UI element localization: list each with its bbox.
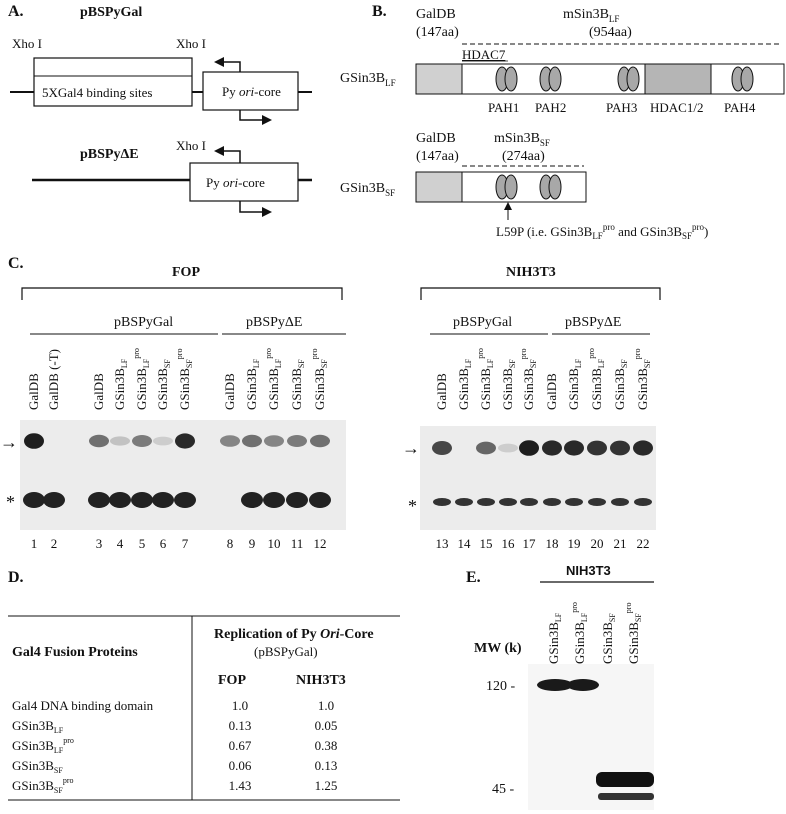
mw-marker-45: 45 - bbox=[492, 782, 515, 797]
construct-pbspygal-name: pBSPyGal bbox=[80, 5, 143, 20]
panel-c-label: C. bbox=[8, 255, 24, 272]
domain-label-hdac12: HDAC1/2 bbox=[650, 100, 704, 115]
galdb-aa-2: (147aa) bbox=[416, 149, 459, 164]
nih-arrow-marker: → bbox=[402, 438, 420, 458]
table-row-name-3: $GSin3B_{LF}^{pro}$ bbox=[12, 736, 74, 755]
panel-c bbox=[0, 255, 660, 551]
fop-bottom-band-11 bbox=[286, 492, 308, 508]
xho-right-label: Xho I bbox=[176, 36, 206, 51]
pah2-domain bbox=[540, 67, 561, 91]
panel-b bbox=[340, 3, 784, 241]
panel-a bbox=[8, 3, 312, 217]
right-arrow-stem-2 bbox=[240, 201, 262, 212]
fop-lane-label-10: $GSin3B_{LF}^{pro}$ bbox=[264, 348, 283, 410]
fop-lane-number-5: 5 bbox=[138, 536, 146, 551]
fop-bottom-band-3 bbox=[88, 492, 110, 508]
fop-lane-number-2: 2 bbox=[50, 536, 58, 551]
table-fop-value-5: 1.43 bbox=[228, 778, 252, 793]
mw-label: MW (k) bbox=[474, 641, 522, 656]
fop-bottom-band-1 bbox=[23, 492, 45, 508]
fop-lane-label-2: GalDB (-T) bbox=[46, 348, 61, 410]
fop-lane-number-8: 8 bbox=[226, 536, 234, 551]
fop-top-band-5 bbox=[132, 435, 152, 447]
fop-bottom-band-4 bbox=[109, 492, 131, 508]
nih-bottom-band-18 bbox=[543, 498, 561, 506]
nih-top-band-13 bbox=[432, 441, 452, 455]
mw-marker-120: 120 - bbox=[486, 679, 516, 694]
fop-lane-label-12: $GSin3B_{SF}^{pro}$ bbox=[310, 348, 329, 410]
fop-top-band-3 bbox=[89, 435, 109, 447]
nih-lane-number-16: 16 bbox=[501, 536, 515, 551]
hdac7-label: HDAC7 bbox=[462, 47, 506, 62]
fop-lane-label-11: $GSin3B_{SF}$ bbox=[289, 359, 306, 410]
nih-top-band-22 bbox=[633, 440, 653, 455]
mSin3B-sf-title: $mSin3B_{SF}$ bbox=[494, 131, 550, 148]
fop-lane-number-6: 6 bbox=[159, 536, 167, 551]
fop-lane-label-3: GalDB bbox=[91, 373, 106, 410]
fop-top-band-8 bbox=[220, 435, 240, 447]
table-nih-value-4: 0.13 bbox=[314, 758, 338, 773]
nih-bottom-band-22 bbox=[634, 498, 652, 506]
western-band-sf-main bbox=[596, 772, 654, 787]
table-col1-header: Gal4 Fusion Proteins bbox=[12, 645, 138, 660]
nih-lane-label-22: $GSin3B_{SF}^{pro}$ bbox=[633, 348, 652, 410]
mSin3B-lf-title: $mSin3B_{LF}$ bbox=[563, 7, 620, 24]
western-lane-label-1: $GSin3B_{LF}$ bbox=[546, 612, 563, 664]
fop-top-band-9 bbox=[242, 435, 262, 447]
nih-lane-number-14: 14 bbox=[457, 536, 471, 551]
fop-star-marker: * bbox=[6, 492, 15, 512]
table-nih-value-2: 0.05 bbox=[314, 718, 338, 733]
fop-lane-label-7: $GSin3B_{SF}^{pro}$ bbox=[175, 348, 194, 410]
nih-lane-number-18: 18 bbox=[545, 536, 559, 551]
fop-top-band-6 bbox=[153, 437, 173, 446]
nih-lane-label-21: $GSin3B_{SF}$ bbox=[612, 359, 629, 410]
fop-top-band-10 bbox=[264, 435, 284, 447]
galdb-segment-lf bbox=[416, 64, 462, 94]
fop-bottom-band-2 bbox=[43, 492, 65, 508]
right-arrow-stem-1 bbox=[240, 110, 262, 120]
mSin3B-sf-aa: (274aa) bbox=[502, 149, 545, 164]
galdb-segment-sf bbox=[416, 172, 462, 202]
table-row-name-1: Gal4 DNA binding domain bbox=[12, 698, 154, 713]
table-header-nih3t3: NIH3T3 bbox=[296, 673, 346, 688]
nih-bottom-band-21 bbox=[611, 498, 629, 506]
nih3t3-title: NIH3T3 bbox=[506, 265, 556, 280]
nih-lane-number-17: 17 bbox=[522, 536, 536, 551]
nih-bottom-band-19 bbox=[565, 498, 583, 506]
left-arrow-stem-2 bbox=[222, 151, 240, 163]
fop-lane-number-7: 7 bbox=[181, 536, 189, 551]
py-ori-core-label-1: Py ori-core bbox=[222, 84, 281, 99]
nih-lane-number-19: 19 bbox=[567, 536, 581, 551]
table-col2-header: Replication of Py Ori-Core bbox=[214, 627, 374, 642]
fop-lane-label-9: $GSin3B_{LF}$ bbox=[244, 358, 261, 410]
nih-lane-label-17: $GSin3B_{SF}^{pro}$ bbox=[519, 348, 538, 410]
nih-lane-label-19: $GSin3B_{LF}$ bbox=[566, 358, 583, 410]
table-header-fop: FOP bbox=[218, 673, 246, 688]
nih-top-band-17 bbox=[519, 440, 539, 456]
domain-label-pah2: PAH2 bbox=[535, 100, 567, 115]
nih-lane-label-14: $GSin3B_{LF}$ bbox=[456, 358, 473, 410]
construct-pbspyde-name: pBSPyΔE bbox=[80, 147, 139, 162]
fop-top-band-7 bbox=[175, 433, 195, 448]
domain-label-pah1: PAH1 bbox=[488, 100, 520, 115]
mutation-arrow-head bbox=[504, 202, 512, 210]
western-band-sf-lower bbox=[598, 793, 654, 800]
xho-label-2: Xho I bbox=[176, 138, 206, 153]
fop-bottom-band-5 bbox=[131, 492, 153, 508]
left-arrow-stem-1 bbox=[222, 62, 240, 72]
table-nih-value-1: 1.0 bbox=[317, 698, 335, 713]
pah4-domain bbox=[732, 67, 753, 91]
nih-lane-number-20: 20 bbox=[590, 536, 604, 551]
galdb-label-2: GalDB bbox=[416, 131, 456, 146]
table-fop-value-3: 0.67 bbox=[228, 738, 252, 753]
pah1-domain bbox=[496, 67, 517, 91]
fop-lane-number-1: 1 bbox=[30, 536, 38, 551]
table-nih-value-3: 0.38 bbox=[314, 738, 338, 753]
nih-group-pbspygal: pBSPyGal bbox=[453, 315, 513, 330]
nih-top-band-16 bbox=[498, 444, 518, 453]
nih-star-marker: * bbox=[408, 496, 417, 516]
panel-e-label: E. bbox=[466, 569, 481, 586]
nih-lane-label-16: $GSin3B_{SF}$ bbox=[500, 359, 517, 410]
western-band-lane2 bbox=[567, 679, 599, 691]
fop-lane-label-4: $GSin3B_{LF}$ bbox=[112, 358, 129, 410]
gsin3b-sf-row-name: $GSin3B_{SF}$ bbox=[340, 181, 396, 198]
nih-lane-labels bbox=[434, 348, 652, 410]
table-nih-value-5: 1.25 bbox=[314, 778, 338, 793]
nih-bottom-band-16 bbox=[499, 498, 517, 506]
fop-bottom-band-12 bbox=[309, 492, 331, 508]
nih3t3-lane-numbers bbox=[436, 536, 650, 551]
western-lane-label-2: $GSin3B_{LF}^{pro}$ bbox=[570, 602, 589, 664]
table-row-name-2: $GSin3B_{LF}$ bbox=[12, 718, 64, 735]
right-arrow-head-2 bbox=[262, 207, 272, 217]
fop-lane-number-12: 12 bbox=[313, 536, 327, 551]
table-row-name-4: $GSin3B_{SF}$ bbox=[12, 758, 63, 775]
western-lane-labels bbox=[546, 602, 643, 664]
nih-top-band-19 bbox=[564, 440, 584, 455]
nih-lane-number-13: 13 bbox=[435, 536, 449, 551]
xho-left-label: Xho I bbox=[12, 36, 42, 51]
nih-lane-label-20: $GSin3B_{LF}^{pro}$ bbox=[587, 348, 606, 410]
panel-e-title: NIH3T3 bbox=[566, 563, 611, 578]
nih-top-band-21 bbox=[610, 441, 630, 456]
nih-top-band-15 bbox=[476, 442, 496, 455]
nih-lane-label-15: $GSin3B_{LF}^{pro}$ bbox=[476, 348, 495, 410]
nih-top-band-20 bbox=[587, 441, 607, 456]
table-row-name-5: $GSin3B_{SF}^{pro}$ bbox=[12, 776, 74, 795]
table-rows bbox=[12, 698, 337, 795]
nih3t3-bracket bbox=[421, 288, 660, 300]
pah2-domain-sf bbox=[540, 175, 561, 199]
nih-bottom-band-13 bbox=[433, 498, 451, 506]
fop-lane-label-6: $GSin3B_{SF}$ bbox=[155, 359, 172, 410]
nih-lane-number-22: 22 bbox=[636, 536, 650, 551]
fop-bottom-band-10 bbox=[263, 492, 285, 508]
panel-d bbox=[8, 569, 400, 800]
galdb-label-1: GalDB bbox=[416, 7, 456, 22]
panel-b-label: B. bbox=[372, 3, 387, 20]
nih-lane-label-13: GalDB bbox=[434, 373, 449, 410]
domain-label-pah4: PAH4 bbox=[724, 100, 756, 115]
table-fop-value-2: 0.13 bbox=[228, 718, 252, 733]
right-arrow-head-1 bbox=[262, 115, 272, 125]
fop-lane-numbers bbox=[31, 536, 327, 551]
fop-top-band-11 bbox=[287, 435, 307, 447]
py-ori-core-label-2: Py ori-core bbox=[206, 175, 265, 190]
mSin3B-lf-aa: (954aa) bbox=[589, 25, 632, 40]
nih-lane-label-18: GalDB bbox=[544, 373, 559, 410]
fop-lane-number-10: 10 bbox=[267, 536, 281, 551]
fop-bottom-band-7 bbox=[174, 492, 196, 508]
nih-top-band-18 bbox=[542, 440, 562, 455]
fop-lane-number-9: 9 bbox=[248, 536, 256, 551]
fop-top-band-1 bbox=[24, 433, 44, 449]
left-arrow-head-1 bbox=[214, 57, 224, 67]
nih-bottom-band-15 bbox=[477, 498, 495, 506]
fop-lane-label-8: GalDB bbox=[222, 373, 237, 410]
fop-bracket bbox=[22, 288, 342, 300]
fop-group-pbspygal: pBSPyGal bbox=[114, 315, 174, 330]
nih-lane-number-21: 21 bbox=[613, 536, 627, 551]
fop-title: FOP bbox=[172, 265, 200, 280]
panel-d-label: D. bbox=[8, 569, 24, 586]
panel-a-label: A. bbox=[8, 3, 24, 20]
fop-top-band-4 bbox=[110, 436, 130, 445]
western-lane-label-3: $GSin3B_{SF}$ bbox=[600, 613, 617, 664]
fop-group-pbspyde: pBSPyΔE bbox=[246, 315, 303, 330]
fop-lane-number-3: 3 bbox=[95, 536, 103, 551]
fop-lane-number-4: 4 bbox=[116, 536, 124, 551]
nih-bottom-band-20 bbox=[588, 498, 606, 506]
nih-lane-number-15: 15 bbox=[479, 536, 493, 551]
fop-lane-label-5: $GSin3B_{LF}^{pro}$ bbox=[132, 348, 151, 410]
table-col2-subheader: (pBSPyGal) bbox=[254, 644, 318, 659]
fop-lane-number-11: 11 bbox=[290, 536, 304, 551]
galdb-aa-1: (147aa) bbox=[416, 25, 459, 40]
table-fop-value-1: 1.0 bbox=[231, 698, 249, 713]
fop-top-band-12 bbox=[310, 435, 330, 447]
gsin3b-lf-bar bbox=[416, 64, 784, 94]
left-arrow-head-2 bbox=[214, 146, 224, 156]
nih-bottom-band-17 bbox=[520, 498, 538, 506]
hdac12-segment bbox=[645, 64, 711, 94]
nih-group-pbspyde: pBSPyΔE bbox=[565, 315, 622, 330]
western-lane-label-4: $GSin3B_{SF}^{pro}$ bbox=[624, 602, 643, 664]
fop-lane-labels bbox=[26, 348, 329, 410]
domain-label-pah3: PAH3 bbox=[606, 100, 638, 115]
table-fop-value-4: 0.06 bbox=[228, 758, 252, 773]
gsin3b-lf-row-name: $GSin3B_{LF}$ bbox=[340, 71, 396, 88]
pah1-domain-sf bbox=[496, 175, 517, 199]
fop-lane-label-1: GalDB bbox=[26, 373, 41, 410]
mutation-label: L59P (i.e. $GSin3B_{LF}^{pro}$ and $GSin3B_{SF}^{pro}$) bbox=[496, 222, 709, 241]
fop-bottom-band-6 bbox=[152, 492, 174, 508]
gal4-sites-label: 5XGal4 binding sites bbox=[42, 85, 153, 100]
pah3-domain bbox=[618, 67, 639, 91]
fop-arrow-marker: → bbox=[0, 432, 18, 452]
fop-bottom-band-9 bbox=[241, 492, 263, 508]
nih-bottom-band-14 bbox=[455, 498, 473, 506]
panel-e bbox=[466, 563, 654, 810]
